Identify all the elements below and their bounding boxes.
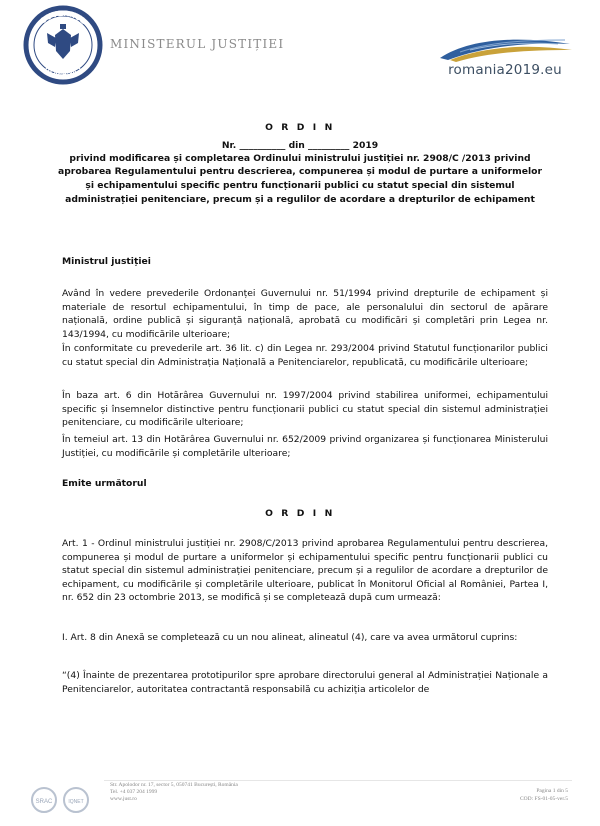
page-number: Pagina 1 din 5 [536, 788, 568, 794]
preamble-paragraph: În baza art. 6 din Hotărârea Guvernului nr. 1997/2004 privind stabilirea uniformei, echipamentului specific și însemnelor distinctive pentru funcționarii publici cu statut special din sistemul administrației penitenciare, cu modificările ulterioare; [62, 390, 548, 429]
ministry-name: MINISTERUL JUSTIȚIEI [110, 37, 285, 51]
article-1: Art. 1 - Ordinul ministrului justiției nr. 2908/C/2013 privind aprobarea Regulamentului pentru descrierea, compunerea și modul de purtare a uniformelor și echipamentului specific pentru funcționarii publici cu statut special din sistemul administrației penitenciare, precum și a regulilor de acordare a drepturilor de echipament, cu modificările și completările ulterioare, publicat în Monitorul Oficial al României, Partea I, nr. 652 din 23 octombrie 2013, se modifică și se completează după cum urmează: [62, 538, 548, 604]
government-crest-icon [23, 5, 103, 85]
preamble-paragraph: Având în vedere prevederile Ordonanței Guvernului nr. 51/1994 privind drepturile de echipament și materiale de resortul echipamentului, în timp de pace, ale personalului din sectorul de apărare națională, ordine publică și siguranță națională, aprobată cu modificări și completări prin Legea nr. 143/1994, cu modificările ulterioare; [62, 288, 548, 340]
order-subject-line: administrației penitenciare, precum și a regulilor de acordare a drepturilor de echipament [65, 194, 535, 205]
order-subject-line: și echipamentului specific pentru funcționarii publici cu statut special din sistemul [85, 180, 515, 191]
order-subject-line: privind modificarea și completarea Ordinului ministrului justiției nr. 2908/C /2013 privind [69, 153, 531, 164]
document-code: COD: FS-01-05-ver.5 [520, 796, 568, 802]
seal-iqnet-text: IQNET [68, 799, 84, 805]
footer-website-link[interactable]: www.just.ro [110, 796, 137, 802]
crest-text-top: GUVERNUL [38, 8, 88, 26]
romania2019-logo-text: romania2019.eu [448, 62, 562, 78]
footer-address [110, 782, 238, 803]
svg-text:ROMÂNIEI [43, 63, 82, 78]
paragraph-4: “(4) Înainte de prezentarea prototipurilor spre aprobare directorului general al Administrației Naționale a Penitenciarelor, autoritatea contractantă responsabilă cu achiziția articolelor de [62, 670, 548, 695]
order-heading: O R D I N [265, 122, 335, 133]
footer-address-line: Str. Apolodor nr. 17, sector 5, 050741 București, România [110, 782, 238, 788]
point-1: I. Art. 8 din Anexă se completează cu un nou alineat, alineatul (4), care va avea următorul cuprins: [62, 632, 518, 643]
issuer: Ministrul justiției [62, 256, 151, 267]
certification-seals-icon [30, 782, 94, 818]
order-subject-line: aprobarea Regulamentului pentru descrierea, compunerea și modul de purtare a uniformelor [58, 166, 542, 177]
order-number-line: Nr. __________ din _________ 2019 [221, 140, 379, 151]
emits-label: Emite următorul [62, 478, 147, 489]
preamble-paragraph: În conformitate cu prevederile art. 36 lit. c) din Legea nr. 293/2004 privind Statutul funcționarilor publici cu statut special din Administrația Națională a Penitenciarelor, republicată, cu modificările ulterioare; [62, 343, 548, 368]
preamble-paragraph: În temeiul art. 13 din Hotărârea Guvernului nr. 652/2009 privind organizarea și funcționarea Ministerului Justiției, cu modificările și completările ulterioare; [62, 434, 548, 459]
order-section-heading: O R D I N [265, 508, 335, 519]
footer-address-line: Tel. +4 037 204 1999 [110, 789, 158, 795]
crest-text-bottom: ROMÂNIEI [43, 63, 83, 79]
footer-divider [104, 780, 572, 781]
footer-page-info [520, 787, 568, 803]
seal-srac-text: SRAC [35, 799, 53, 805]
